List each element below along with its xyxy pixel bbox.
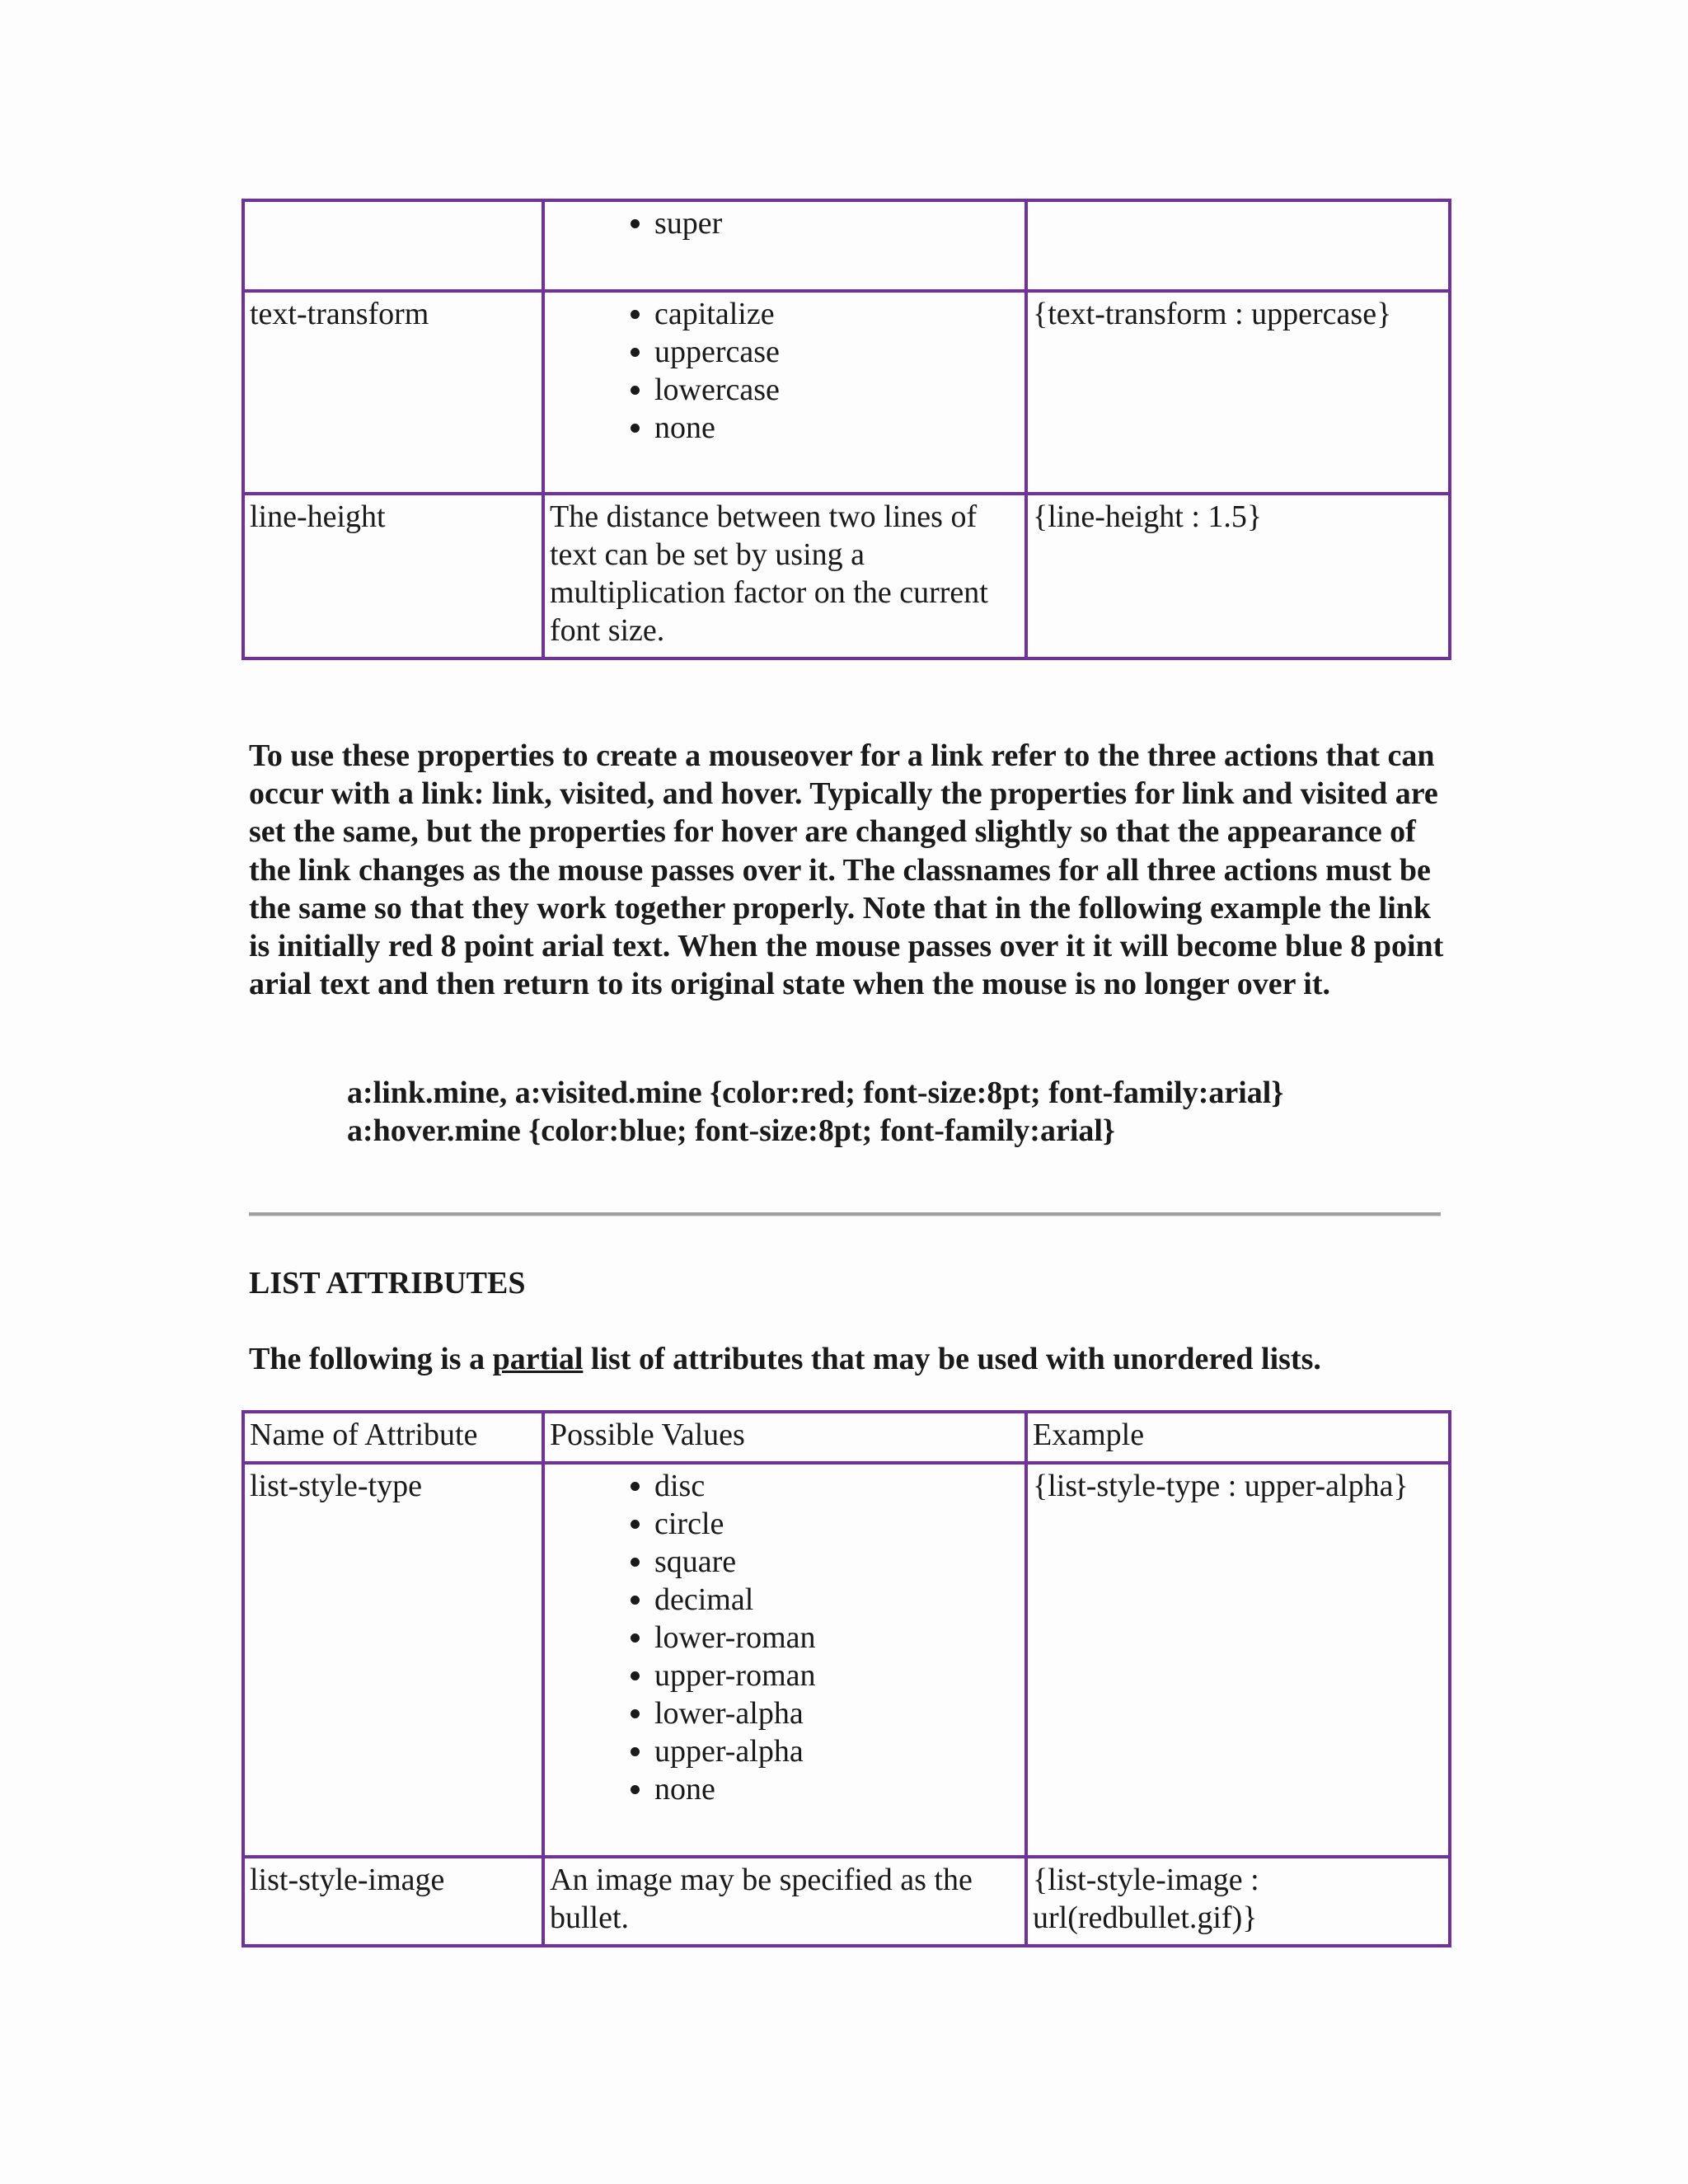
attribute-name-cell: list-style-image (243, 1857, 543, 1946)
list-item: • uppercase (654, 333, 1020, 371)
header-values: Possible Values (543, 1412, 1026, 1463)
list-attributes-table (241, 1410, 1451, 1947)
section-heading: LIST ATTRIBUTES (249, 1266, 526, 1301)
description-cell: An image may be specified as the bullet. (543, 1857, 1026, 1946)
mouseover-paragraph: To use these properties to create a mouseover for a link refer to the three actions that can occur with a link: link, visited, and hover. Typically the properties for link and visited are set the same, but the properties for hover are changed slightly so that the appearance of the link changes as the mouse passes over it. The classnames for all three actions must be the same so that they work together properly. Note that in the following example the link is initially red 8 point arial text. When the mouse passes over it it will become blue 8 point arial text and then return to its original state when the mouse is no longer over it. (249, 738, 1444, 1002)
intro-underlined-word: partial (492, 1342, 584, 1376)
list-item: • upper-roman (654, 1657, 1020, 1694)
table-row (243, 494, 1450, 658)
header-name: Name of Attribute (243, 1412, 543, 1463)
table-row (243, 291, 1450, 494)
example-cell (1026, 200, 1450, 291)
list-item: • decimal (654, 1581, 1020, 1619)
description-cell: The distance between two lines of text can be set by using a multiplication factor on the current font size. (543, 494, 1026, 658)
horizontal-rule (249, 1212, 1441, 1216)
possible-values-cell (543, 200, 1026, 291)
intro-text-after: list of attributes that may be used with unordered lists. (583, 1342, 1321, 1376)
list-item: • lower-roman (654, 1619, 1020, 1657)
list-item: • lowercase (654, 371, 1020, 409)
list-item: • none (654, 1770, 1020, 1808)
code-line-hover: a:hover.mine {color:blue; font-size:8pt; font-family:arial} (347, 1113, 1115, 1148)
list-item: • upper-alpha (654, 1732, 1020, 1770)
list-item: • disc (654, 1467, 1020, 1505)
values-list (550, 295, 1020, 447)
list-item: • square (654, 1543, 1020, 1581)
code-line-link-visited: a:link.mine, a:visited.mine {color:red; font-size:8pt; font-family:arial} (347, 1076, 1284, 1110)
example-cell: {list-style-type : upper-alpha} (1026, 1463, 1450, 1857)
attribute-name-cell: list-style-type (243, 1463, 543, 1857)
attribute-name-cell: line-height (243, 494, 543, 658)
list-item: • super (654, 204, 1020, 242)
values-list (550, 1467, 1020, 1808)
table-header-row (243, 1412, 1450, 1463)
list-item: • circle (654, 1505, 1020, 1543)
list-intro (249, 1340, 1452, 1378)
css-code-example (347, 1074, 1283, 1150)
example-cell: {list-style-image : url(redbullet.gif)} (1026, 1857, 1450, 1946)
example-cell: {text-transform : uppercase} (1026, 291, 1450, 494)
intro-text-before: The following is a (249, 1342, 493, 1376)
table-row (243, 1463, 1450, 1857)
example-cell: {line-height : 1.5} (1026, 494, 1450, 658)
table-row (243, 1857, 1450, 1946)
possible-values-cell (543, 1463, 1026, 1857)
attribute-name-cell: text-transform (243, 291, 543, 494)
list-item: • capitalize (654, 295, 1020, 333)
list-item: • lower-alpha (654, 1694, 1020, 1732)
attribute-name-cell (243, 200, 543, 291)
table-row (243, 200, 1450, 291)
header-example: Example (1026, 1412, 1450, 1463)
values-list (550, 204, 1020, 242)
list-item: • none (654, 409, 1020, 447)
possible-values-cell (543, 291, 1026, 494)
text-properties-table (241, 199, 1451, 660)
